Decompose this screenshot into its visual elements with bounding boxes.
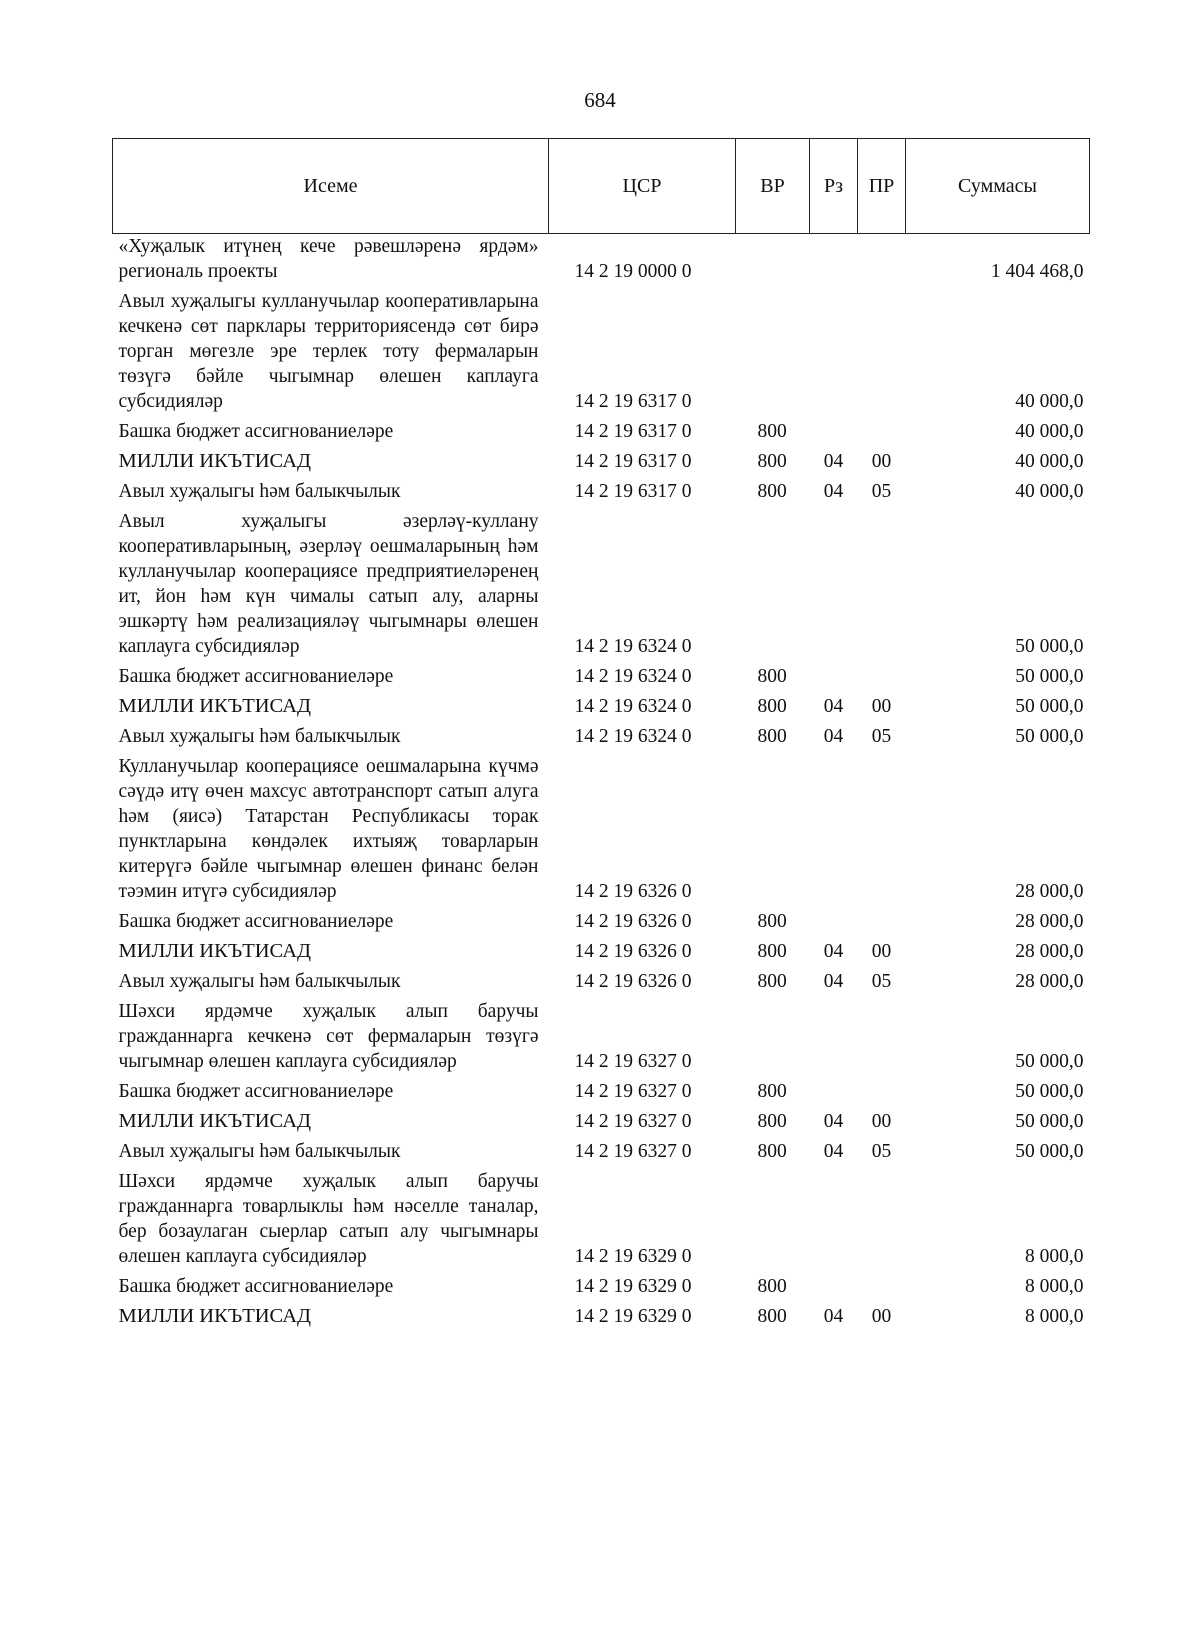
cell-name: «Хуҗалык итүнең кече рәвешләренә ярдәм» региональ проекты (118, 236, 539, 282)
cell-rz: 04 (823, 1141, 844, 1162)
cell-vr (736, 289, 810, 419)
cell-csr: 14 2 19 6327 0 (574, 1081, 692, 1102)
cell-csr: 14 2 19 6324 0 (574, 726, 692, 747)
cell-rz (810, 234, 858, 290)
cell-name: Башка бюджет ассигнованиеләре (118, 666, 394, 687)
header-rz: Рз (810, 139, 858, 234)
cell-rz (810, 289, 858, 419)
cell-pr (858, 289, 906, 419)
cell-vr: 800 (757, 1141, 787, 1162)
cell-name: МИЛЛИ ИКЪТИСАД (118, 1305, 311, 1327)
cell-sum: 1 404 468,0 (990, 261, 1084, 282)
cell-rz: 04 (823, 451, 844, 472)
cell-vr: 800 (757, 1081, 787, 1102)
cell-pr (858, 234, 906, 290)
cell-vr: 800 (757, 1111, 787, 1132)
table-row (113, 509, 1090, 664)
cell-sum: 28 000,0 (1015, 911, 1084, 932)
cell-name: Авыл хуҗалыгы һәм балыкчылык (118, 481, 401, 502)
cell-csr: 14 2 19 6317 0 (574, 391, 692, 412)
page-number: 684 (584, 88, 616, 112)
table-row (113, 289, 1090, 419)
cell-rz: 04 (823, 696, 844, 717)
cell-name: Авыл хуҗалыгы һәм балыкчылык (118, 971, 401, 992)
table-row (113, 1274, 1090, 1304)
cell-vr: 800 (757, 726, 787, 747)
header-csr: ЦСР (549, 139, 736, 234)
cell-pr (858, 1274, 906, 1304)
cell-sum: 28 000,0 (1015, 941, 1084, 962)
cell-vr: 800 (757, 911, 787, 932)
cell-csr: 14 2 19 6324 0 (574, 666, 692, 687)
cell-sum: 8 000,0 (1025, 1276, 1084, 1297)
cell-rz (810, 664, 858, 694)
cell-sum: 40 000,0 (1015, 421, 1084, 442)
cell-name: Шәхси ярдәмче хуҗалык алып баручы гражданнарга кечкенә сөт фермаларын төзүгә чыгымнар өлешен каплауга субсидияләр (118, 1001, 539, 1072)
cell-pr (858, 999, 906, 1079)
table-row (113, 449, 1090, 479)
cell-csr: 14 2 19 6326 0 (574, 971, 692, 992)
cell-csr: 14 2 19 6324 0 (574, 696, 692, 717)
cell-vr (736, 999, 810, 1079)
cell-sum: 8 000,0 (1025, 1246, 1084, 1267)
table-row (113, 1079, 1090, 1109)
table-row (113, 234, 1090, 290)
cell-sum: 50 000,0 (1015, 636, 1084, 657)
cell-rz (810, 754, 858, 909)
cell-sum: 50 000,0 (1015, 1051, 1084, 1072)
cell-vr: 800 (757, 1276, 787, 1297)
cell-name: Башка бюджет ассигнованиеләре (118, 911, 394, 932)
cell-csr: 14 2 19 6327 0 (574, 1051, 692, 1072)
cell-pr (858, 1169, 906, 1274)
cell-csr: 14 2 19 6329 0 (574, 1276, 692, 1297)
cell-pr: 05 (871, 1141, 892, 1162)
cell-sum: 50 000,0 (1015, 1141, 1084, 1162)
cell-sum: 28 000,0 (1015, 881, 1084, 902)
table-header (113, 139, 1090, 234)
cell-sum: 40 000,0 (1015, 481, 1084, 502)
table-row (113, 724, 1090, 754)
header-vr: ВР (736, 139, 810, 234)
cell-vr (736, 509, 810, 664)
cell-rz: 04 (823, 1111, 844, 1132)
cell-csr: 14 2 19 6327 0 (574, 1111, 692, 1132)
cell-pr: 00 (871, 696, 892, 717)
cell-csr: 14 2 19 0000 0 (574, 261, 692, 282)
table-row (113, 479, 1090, 509)
table-row (113, 419, 1090, 449)
cell-vr: 800 (757, 666, 787, 687)
cell-pr: 00 (871, 1306, 892, 1327)
table-row (113, 1304, 1090, 1334)
table-row (113, 1169, 1090, 1274)
cell-vr: 800 (757, 1306, 787, 1327)
cell-csr: 14 2 19 6329 0 (574, 1306, 692, 1327)
cell-name: Башка бюджет ассигнованиеләре (118, 1276, 394, 1297)
cell-pr: 05 (871, 726, 892, 747)
cell-name: МИЛЛИ ИКЪТИСАД (118, 1110, 311, 1132)
cell-pr (858, 509, 906, 664)
cell-rz (810, 419, 858, 449)
header-name: Исеме (113, 139, 549, 234)
cell-name: Авыл хуҗалыгы һәм балыкчылык (118, 726, 401, 747)
cell-csr: 14 2 19 6326 0 (574, 881, 692, 902)
cell-rz (810, 509, 858, 664)
cell-csr: 14 2 19 6327 0 (574, 1141, 692, 1162)
cell-rz: 04 (823, 726, 844, 747)
cell-rz (810, 1274, 858, 1304)
cell-csr: 14 2 19 6317 0 (574, 451, 692, 472)
cell-vr: 800 (757, 696, 787, 717)
table-row (113, 754, 1090, 909)
table-row (113, 909, 1090, 939)
cell-rz: 04 (823, 1306, 844, 1327)
table-body (113, 234, 1090, 1335)
budget-table (112, 138, 1090, 1334)
table-row (113, 1139, 1090, 1169)
cell-pr: 05 (871, 971, 892, 992)
cell-sum: 40 000,0 (1015, 391, 1084, 412)
cell-name: МИЛЛИ ИКЪТИСАД (118, 940, 311, 962)
cell-pr (858, 909, 906, 939)
cell-pr: 05 (871, 481, 892, 502)
cell-name: Авыл хуҗалыгы һәм балыкчылык (118, 1141, 401, 1162)
cell-vr (736, 754, 810, 909)
cell-name: Башка бюджет ассигнованиеләре (118, 1081, 394, 1102)
cell-vr: 800 (757, 971, 787, 992)
table-row (113, 694, 1090, 724)
cell-pr (858, 754, 906, 909)
header-pr: ПР (858, 139, 906, 234)
cell-pr: 00 (871, 451, 892, 472)
table-row (113, 664, 1090, 694)
cell-name: МИЛЛИ ИКЪТИСАД (118, 695, 311, 717)
cell-pr: 00 (871, 941, 892, 962)
header-sum: Суммасы (906, 139, 1090, 234)
cell-pr (858, 664, 906, 694)
cell-pr: 00 (871, 1111, 892, 1132)
cell-rz (810, 1079, 858, 1109)
cell-csr: 14 2 19 6329 0 (574, 1246, 692, 1267)
cell-name: Кулланучылар кооперациясе оешмаларына күчмә сәүдә итү өчен махсус автотранспорт сатып алуга һәм (яисә) Татарстан Республикасы торак пунктларына көндәлек ихтыяҗ товарларын китерүгә бәйле чыгымнар өлешен финанс белән тәэмин итүгә субсидияләр (118, 756, 539, 902)
cell-name: Авыл хуҗалыгы әзерләү-куллану кооперативларының, әзерләү оешмаларының һәм кулланучылар кооперациясе предприятиеләренең ит, йон һәм күн чималы сатып алу, аларны эшкәртү һәм реализацияләү чыгымнары өлешен каплауга субсидияләр (118, 511, 539, 657)
cell-csr: 14 2 19 6317 0 (574, 481, 692, 502)
cell-rz (810, 999, 858, 1079)
table-row (113, 939, 1090, 969)
cell-sum: 50 000,0 (1015, 1081, 1084, 1102)
cell-vr: 800 (757, 421, 787, 442)
cell-sum: 50 000,0 (1015, 726, 1084, 747)
cell-sum: 40 000,0 (1015, 451, 1084, 472)
cell-vr: 800 (757, 481, 787, 502)
cell-rz (810, 909, 858, 939)
cell-csr: 14 2 19 6326 0 (574, 941, 692, 962)
cell-name: Авыл хуҗалыгы кулланучылар кооперативларына кечкенә сөт парклары территориясендә сөт бирә торган мөгезле эре терлек тоту фермаларын төзүгә бәйле чыгымнар өлешен каплауга субсидияләр (118, 291, 539, 412)
cell-sum: 50 000,0 (1015, 666, 1084, 687)
cell-sum: 50 000,0 (1015, 1111, 1084, 1132)
cell-vr: 800 (757, 941, 787, 962)
cell-rz: 04 (823, 941, 844, 962)
cell-vr: 800 (757, 451, 787, 472)
cell-pr (858, 1079, 906, 1109)
cell-vr (736, 234, 810, 290)
cell-pr (858, 419, 906, 449)
table-row (113, 999, 1090, 1079)
cell-rz: 04 (823, 971, 844, 992)
cell-sum: 28 000,0 (1015, 971, 1084, 992)
cell-csr: 14 2 19 6324 0 (574, 636, 692, 657)
cell-name: МИЛЛИ ИКЪТИСАД (118, 450, 311, 472)
cell-csr: 14 2 19 6317 0 (574, 421, 692, 442)
cell-rz: 04 (823, 481, 844, 502)
table-row (113, 1109, 1090, 1139)
cell-sum: 50 000,0 (1015, 696, 1084, 717)
cell-sum: 8 000,0 (1025, 1306, 1084, 1327)
table-row (113, 969, 1090, 999)
cell-rz (810, 1169, 858, 1274)
cell-csr: 14 2 19 6326 0 (574, 911, 692, 932)
cell-vr (736, 1169, 810, 1274)
cell-name: Шәхси ярдәмче хуҗалык алып баручы гражданнарга товарлыклы һәм нәселле таналар, бер бозаулаган сыерлар сатып алу чыгымнары өлешен каплауга субсидияләр (118, 1171, 539, 1267)
cell-name: Башка бюджет ассигнованиеләре (118, 421, 394, 442)
